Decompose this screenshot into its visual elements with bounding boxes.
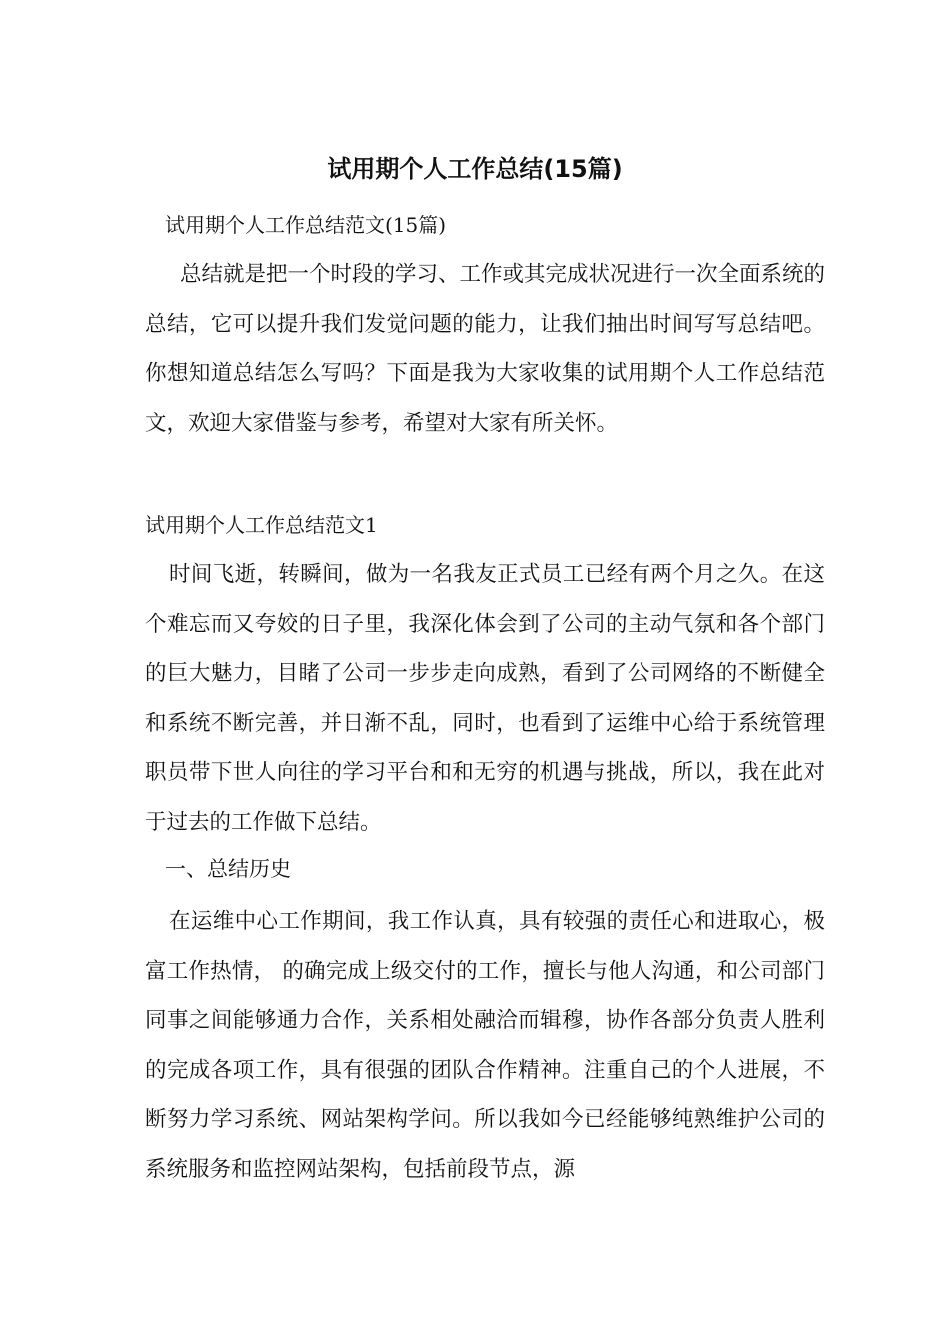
section-title: 试用期个人工作总结范文1 — [145, 513, 378, 537]
paragraph-1: 时间飞逝，转瞬间，做为一名我友正式员工已经有两个月之久。在这个难忘而又夸姣的日子里，我深化体会到了公司的主动气氛和各个部门的巨大魅力，目睹了公司一步步走向成熟，看到了公司网络的不断健全和系统不断完善，并日渐不乱，同时，也看到了运维中心给于系统管理职员带下世人向往的学习平台和和无穷的机遇与挑战，所以，我在此对于过去的工作做下总结。 — [145, 562, 825, 835]
heading-summary-history: 一、总结历史 — [165, 857, 291, 881]
document-subtitle: 试用期个人工作总结范文(15篇) — [165, 213, 447, 237]
intro-paragraph: 总结就是把一个时段的学习、工作或其完成状况进行一次全面系统的总结，它可以提升我们发觉问题的能力，让我们抽出时间写写总结吧。你想知道总结怎么写吗？下面是我为大家收集的试用期个人工作总结范文，欢迎大家借鉴与参考，希望对大家有所关怀。 — [145, 262, 826, 436]
paragraph-2: 在运维中心工作期间，我工作认真，具有较强的责任心和进取心，极富工作热情， 的确完成上级交付的工作，擅长与他人沟通，和公司部门同事之间能够通力合作，关系相处融洽而辑穆，协作各部分负责人胜利的完成各项工作，具有很强的团队合作精神。注重自己的个人进展，不断努力学习系统、网站架构学问。所以我如今已经能够纯熟维护公司的系统服务和监控网站架构，包括前段节点，源 — [145, 909, 825, 1182]
document-title: 试用期个人工作总结(15篇) — [327, 155, 623, 183]
